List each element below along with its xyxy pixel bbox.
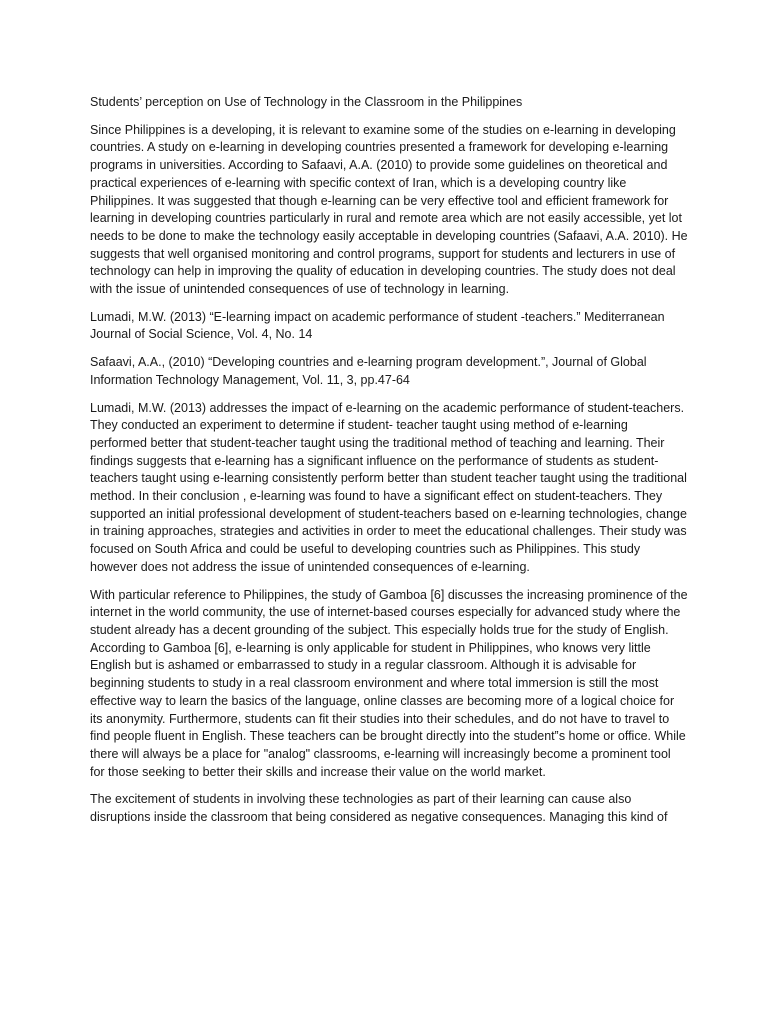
reference-safaavi: Safaavi, A.A., (2010) “Developing countries and e-learning program development.”, Journal of Global Information Technology Management, Vol. 11, 3, pp.47-64	[90, 355, 647, 387]
paragraph-excitement-of-students: The excitement of students in involving these technologies as part of their learning can cause also disruptions inside the classroom that being considered as negative consequences. Managing this kind of	[90, 792, 668, 825]
document-page	[90, 94, 688, 837]
paragraph-gamboa-study: With particular reference to Philippines, the study of Gamboa [6] discusses the increasing prominence of the internet in the world community, the use of internet-based courses especially for advanced study where the student already has a decent grounding of the subject. This especially holds true for the study of English. According to Gamboa [6], e-learning is only applicable for student in Philippines, who knows very little English but is ashamed or embarrassed to study in a regular classroom. Although it is advisable for beginning students to study in a real classroom environment and where total immersion is still the most effective way to learn the basics of the language, online classes are becoming more of a logical choice for its anonymity. Furthermore, students can fit their studies into their schedules, and do not have to travel to find people fluent in English. These teachers can be brought directly into the student‟s home or office. While there will always be a place for "analog" classrooms, e-learning will increasingly become a prominent tool for those seeking to better their skills and increase their value on the world market.	[90, 587, 688, 779]
paragraph-lumadi-study: Lumadi, M.W. (2013) addresses the impact of e-learning on the academic performance of student-teachers. They conducted an experiment to determine if student- teacher taught using method of e-learning performed better that student-teacher taught using the traditional method of teaching and learning. Their findings suggests that e-learning has a significant influence on the performance of students as student-teachers taught using e-learning consistently perform better than student teacher taught using the traditional method. In their conclusion , e-learning was found to have a significant effect on student-teachers. They supported an initial professional development of student-teachers based on e-learning technologies, change in training approaches, strategies and activities in order to meet the educational challenges. Their study was focused on South Africa and could be useful to developing countries such as Philippines. This study however does not address the issue of unintended consequences of e-learning.	[90, 400, 687, 574]
document-title: Students’ perception on Use of Technology in the Classroom in the Philippines	[90, 95, 523, 109]
reference-lumadi: Lumadi, M.W. (2013) “E-learning impact on academic performance of student -teachers.” Mediterranean Journal of Social Science, Vol. 4, No. 14	[90, 309, 665, 342]
paragraph-elearning-developing-countries: Since Philippines is a developing, it is relevant to examine some of the studies on e-learning in developing countries. A study on e-learning in developing countries presented a framework for developing e-learning programs in universities. According to Safaavi, A.A. (2010) to provide some guidelines on theoretical and practical experiences of e-learning with specific context of Iran, which is a developing country like Philippines. It was suggested that though e-learning can be very effective tool and efficient framework for learning in developing countries particularly in rural and remote area which are not easily accessible, yet lot needs to be done to make the technology easily acceptable in developing countries (Safaavi, A.A. 2010). He suggests that well organised monitoring and control programs, support for students and lecturers in use of technology can help in improving the quality of education in developing countries. The study does not deal with the issue of unintended consequences of use of technology in learning.	[90, 122, 688, 297]
